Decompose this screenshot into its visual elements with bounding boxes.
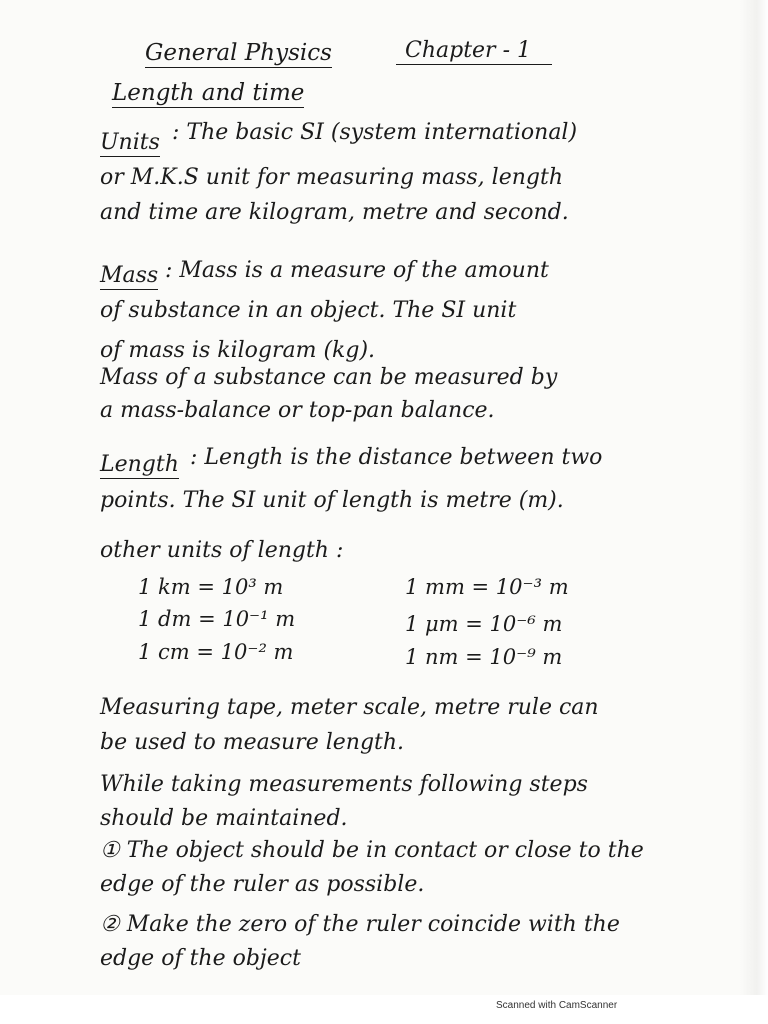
units-line-1: : The basic SI (system international) [172, 120, 578, 145]
topic-title: Length and time [112, 80, 305, 106]
scan-margin [0, 995, 768, 1024]
units-heading: Units [100, 130, 160, 155]
scanner-watermark: Scanned with CamScanner [496, 1000, 618, 1011]
mass-line-1: : Mass is a measure of the amount [165, 258, 549, 283]
length-line-2: points. The SI unit of length is metre (m). [100, 488, 564, 513]
length-heading: Length [100, 452, 179, 477]
measuring-line-4: should be maintained. [100, 806, 348, 831]
step-2-line-2: edge of the object [100, 946, 301, 971]
other-units-label: other units of length : [100, 538, 344, 563]
measuring-line-1: Measuring tape, meter scale, metre rule can [100, 695, 599, 720]
conversion-dm: 1 dm = 10⁻¹ m [138, 607, 296, 631]
conversion-km: 1 km = 10³ m [138, 575, 284, 599]
mass-line-3: of mass is kilogram (kg). [100, 338, 376, 363]
step-1-line-1: ① The object should be in contact or close to the [100, 838, 644, 863]
units-line-3: and time are kilogram, metre and second. [100, 200, 569, 225]
conversion-um: 1 μm = 10⁻⁶ m [405, 612, 563, 636]
units-line-2: or M.K.S unit for measuring mass, length [100, 165, 563, 190]
step-1-line-2: edge of the ruler as possible. [100, 872, 425, 897]
measuring-line-2: be used to measure length. [100, 730, 405, 755]
chapter-label: Chapter - 1 [405, 38, 531, 63]
step-2-line-1: ② Make the zero of the ruler coincide with the [100, 912, 620, 937]
conversion-cm: 1 cm = 10⁻² m [138, 640, 294, 664]
conversion-mm: 1 mm = 10⁻³ m [405, 575, 569, 599]
page-title: General Physics [145, 40, 332, 66]
mass-heading: Mass [100, 263, 159, 288]
length-line-1: : Length is the distance between two [190, 445, 603, 470]
mass-line-5: a mass-balance or top-pan balance. [100, 398, 495, 423]
chapter-underline [396, 64, 552, 65]
mass-line-2: of substance in an object. The SI unit [100, 298, 517, 323]
page-edge-shadow [740, 0, 768, 1000]
mass-line-4: Mass of a substance can be measured by [100, 365, 558, 390]
measuring-line-3: While taking measurements following steps [100, 772, 588, 797]
conversion-nm: 1 nm = 10⁻⁹ m [405, 645, 563, 669]
